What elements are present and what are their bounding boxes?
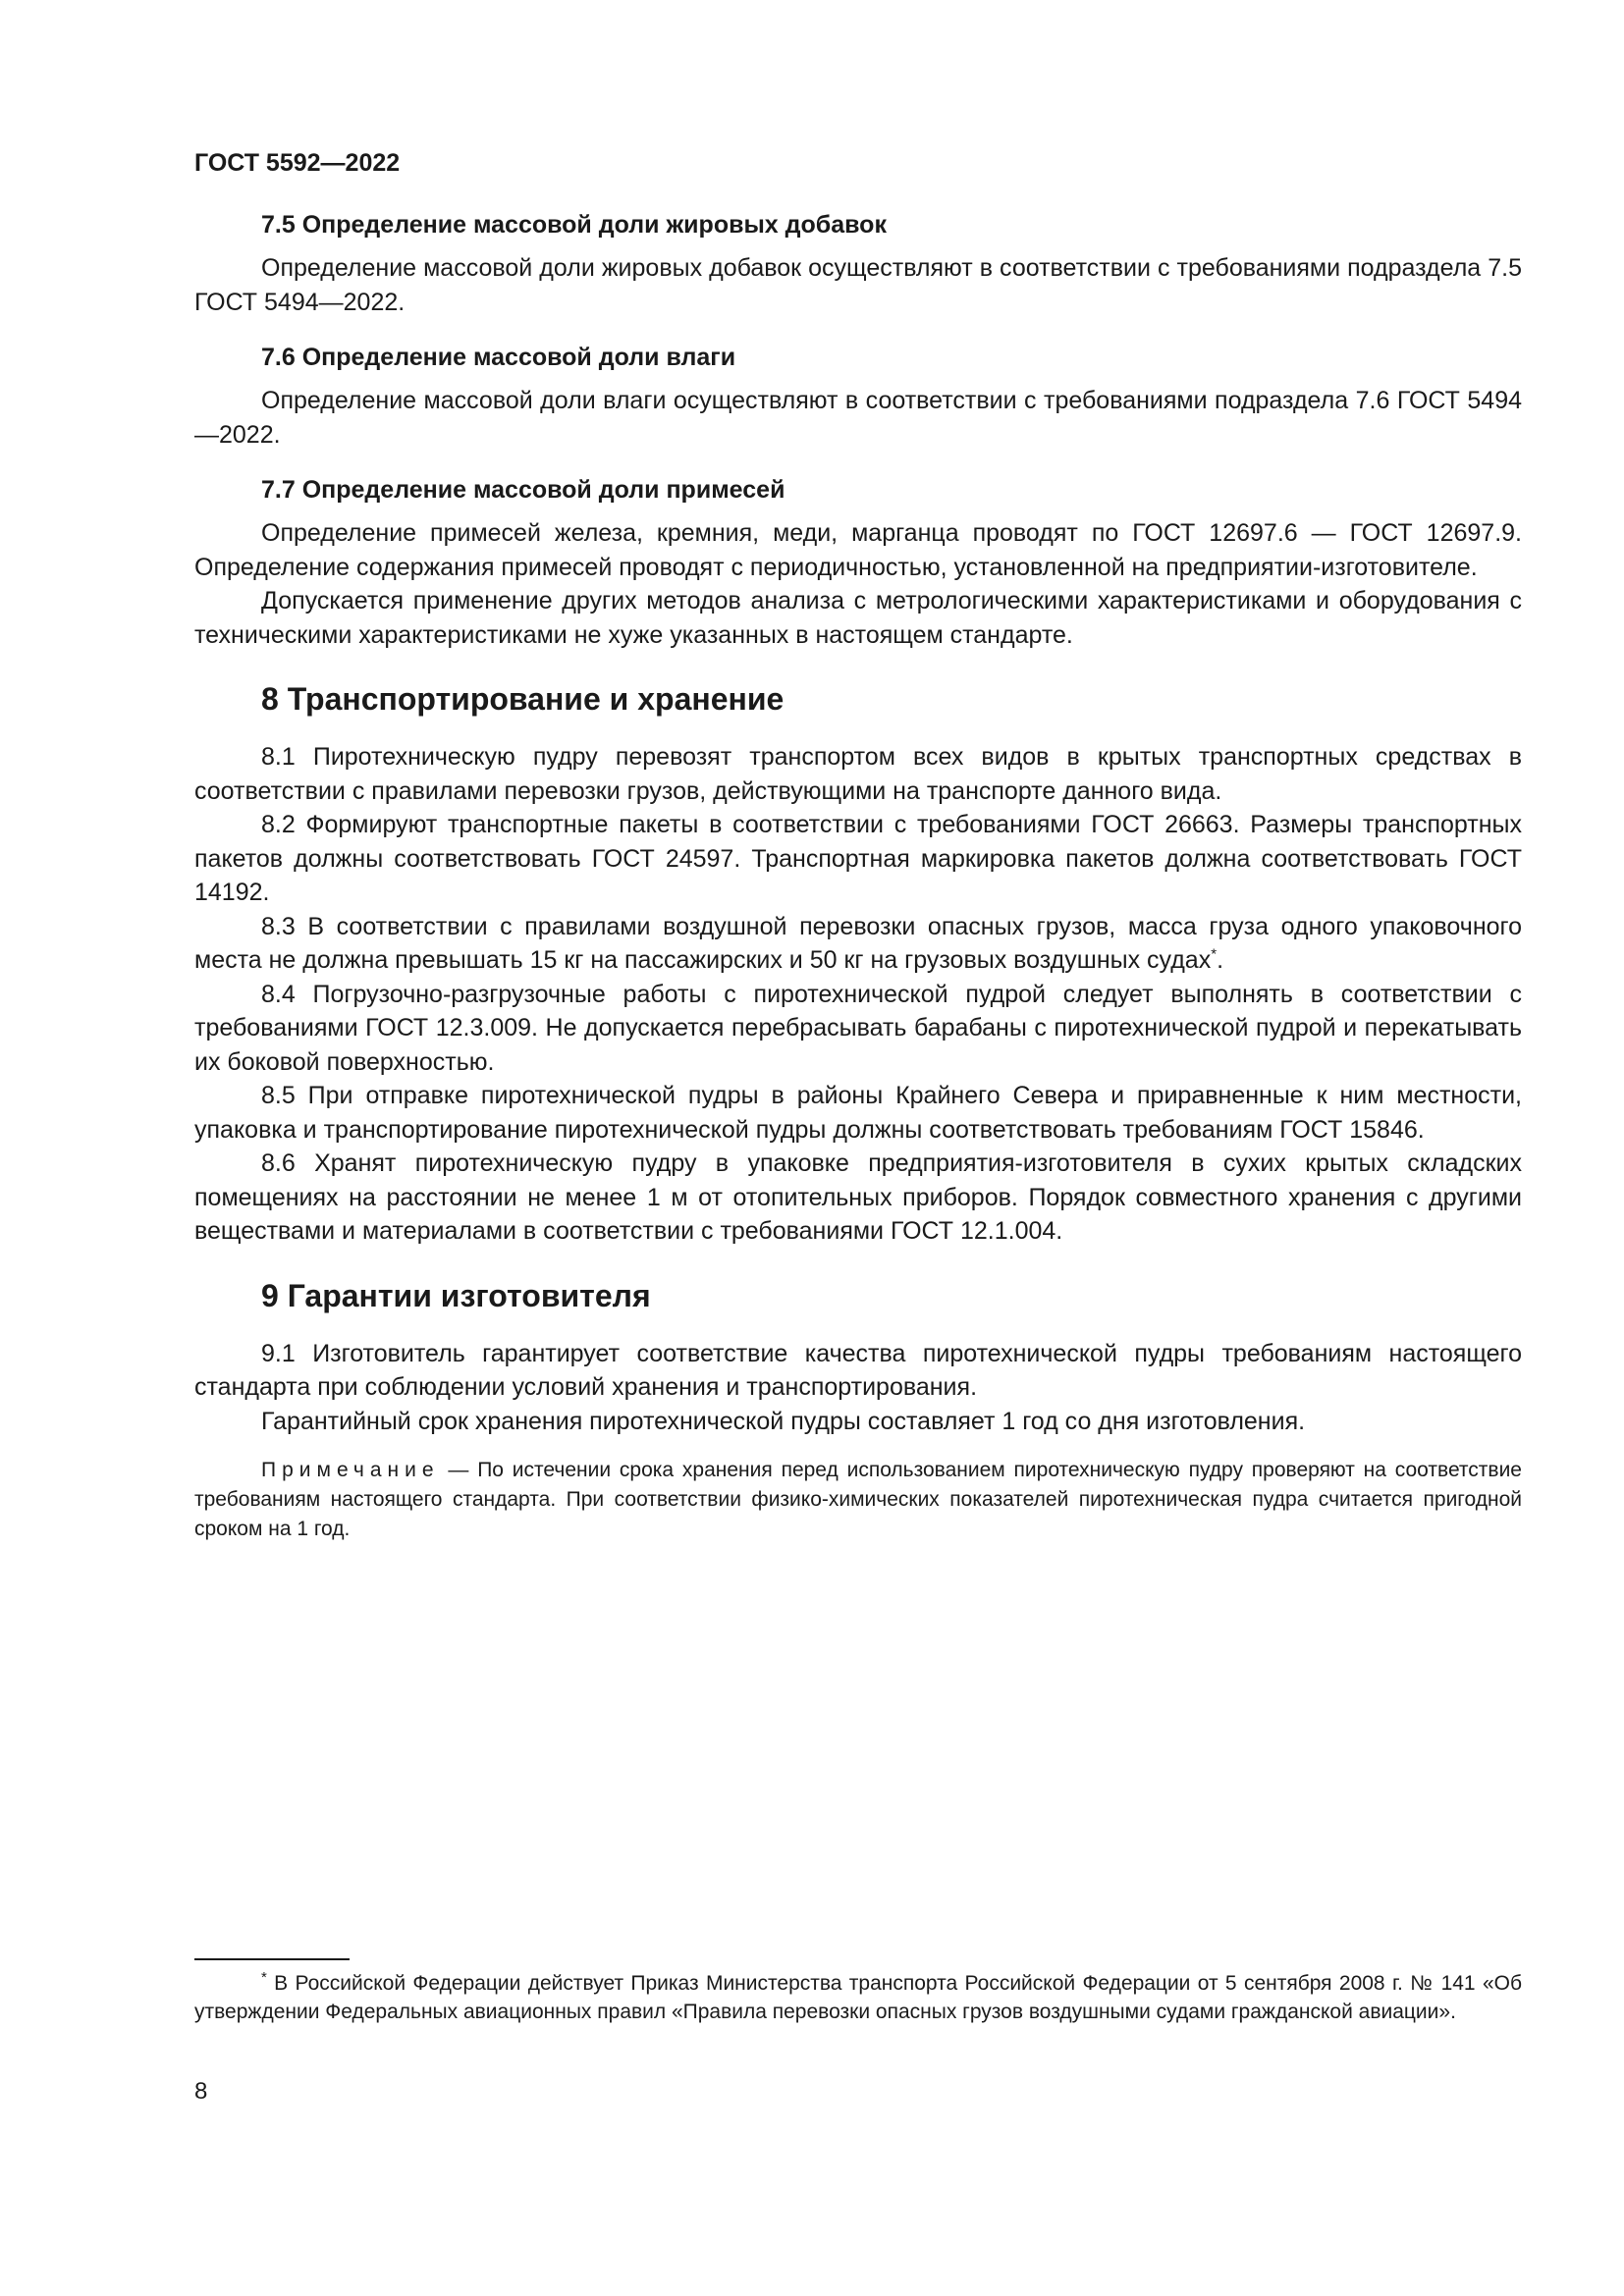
page-content: [194, 147, 1522, 1544]
paragraph-8-4: 8.4 Погрузочно-разгрузочные работы с пиротехнической пудрой следует выполнять в соответствии с требованиями ГОСТ 12.3.009. Не допускается перебрасывать барабаны с пиротехнической пудрой и перекатывать их боковой поверхностью.: [194, 980, 1522, 1076]
footnote: [194, 1969, 1522, 2026]
page-number: 8: [194, 2078, 208, 2105]
section-title-8: 8 Транспортирование и хранение: [261, 681, 785, 717]
paragraph-8-5: 8.5 При отправке пиротехнической пудры в районы Крайнего Севера и приравненные к ним местности, упаковка и транспортирование пиротехнической пудры должны соответствовать требованиям ГОСТ 15846.: [194, 1082, 1522, 1144]
paragraph-9-warranty: Гарантийный срок хранения пиротехнической пудры составляет 1 год со дня изготовления.: [261, 1407, 1306, 1435]
paragraph-8-3-end: .: [1217, 946, 1224, 974]
document-id-header: ГОСТ 5592—2022: [194, 149, 401, 177]
section-9-body: [194, 1337, 1522, 1545]
footnote-reference[interactable]: *: [1211, 945, 1218, 963]
subsection-title: 7.7 Определение массовой доли примесей: [261, 476, 785, 504]
paragraph: Определение массовой доли влаги осуществляют в соответствии с требованиями подраздела 7.6 ГОСТ 5494—2022.: [194, 387, 1522, 449]
paragraph-8-6: 8.6 Хранят пиротехническую пудру в упаковке предприятия-изготовителя в сухих крытых складских помещениях на расстоянии не менее 1 м от отопительных приборов. Порядок совместного хранения с другими веществами и материалами в соответствии с требованиями ГОСТ 12.1.004.: [194, 1149, 1522, 1245]
subsection-title: 7.5 Определение массовой доли жировых добавок: [261, 211, 887, 239]
subsection-7-7: [194, 473, 1522, 652]
footnote-text: В Российской Федерации действует Приказ Министерства транспорта Российской Федерации от 5 сентября 2008 г. № 141 «Об утверждении Федеральных авиационных правил «Правила перевозки опасных грузов воздушными судами гражданской авиации».: [194, 1972, 1522, 2023]
paragraph-8-2: 8.2 Формируют транспортные пакеты в соответствии с требованиями ГОСТ 26663. Размеры транспортных пакетов должны соответствовать ГОСТ 24597. Транспортная маркировка пакетов должна соответствовать ГОСТ 14192.: [194, 811, 1522, 906]
note-text: — По истечении срока хранения перед использованием пиротехническую пудру проверяют на соответствие требованиям настоящего стандарта. При соответствии физико-химических показателей пиротехническая пудра считается пригодной сроком на 1 год.: [194, 1459, 1522, 1540]
footnote-mark: *: [261, 1969, 267, 1986]
paragraph-9-1: 9.1 Изготовитель гарантирует соответствие качества пиротехнической пудры требованиям настоящего стандарта при соблюдении условий хранения и транспортирования.: [194, 1339, 1522, 1401]
paragraph-8-1: 8.1 Пиротехническую пудру перевозят транспортом всех видов в крытых транспортных средствах в соответствии с правилами перевозки грузов, действующими на транспорте данного вида.: [194, 743, 1522, 805]
subsection-7-5: [194, 208, 1522, 319]
paragraph-8-3: [194, 910, 1522, 978]
paragraph: Допускается применение других методов анализа с метрологическими характеристиками и оборудования с техническими характеристиками не хуже указанных в настоящем стандарте.: [194, 587, 1522, 649]
paragraph: Определение примесей железа, кремния, меди, марганца проводят по ГОСТ 12697.6 — ГОСТ 12697.9. Определение содержания примесей проводят с периодичностью, установленной на предприятии-изготовителе.: [194, 519, 1522, 581]
paragraph: Определение массовой доли жировых добавок осуществляют в соответствии с требованиями подраздела 7.5 ГОСТ 5494—2022.: [194, 254, 1522, 316]
note-label: Примечание: [261, 1459, 440, 1481]
subsection-title: 7.6 Определение массовой доли влаги: [261, 344, 736, 371]
section-title-9: 9 Гарантии изготовителя: [261, 1277, 651, 1313]
footnote-divider: [194, 1958, 350, 1960]
subsection-7-6: [194, 341, 1522, 452]
section-8-body: [194, 740, 1522, 1249]
note: [194, 1456, 1522, 1544]
paragraph-8-3-text: 8.3 В соответствии с правилами воздушной перевозки опасных грузов, масса груза одного упаковочного места не должна превышать 15 кг на пассажирских и 50 кг на грузовых воздушных судах: [194, 912, 1522, 974]
